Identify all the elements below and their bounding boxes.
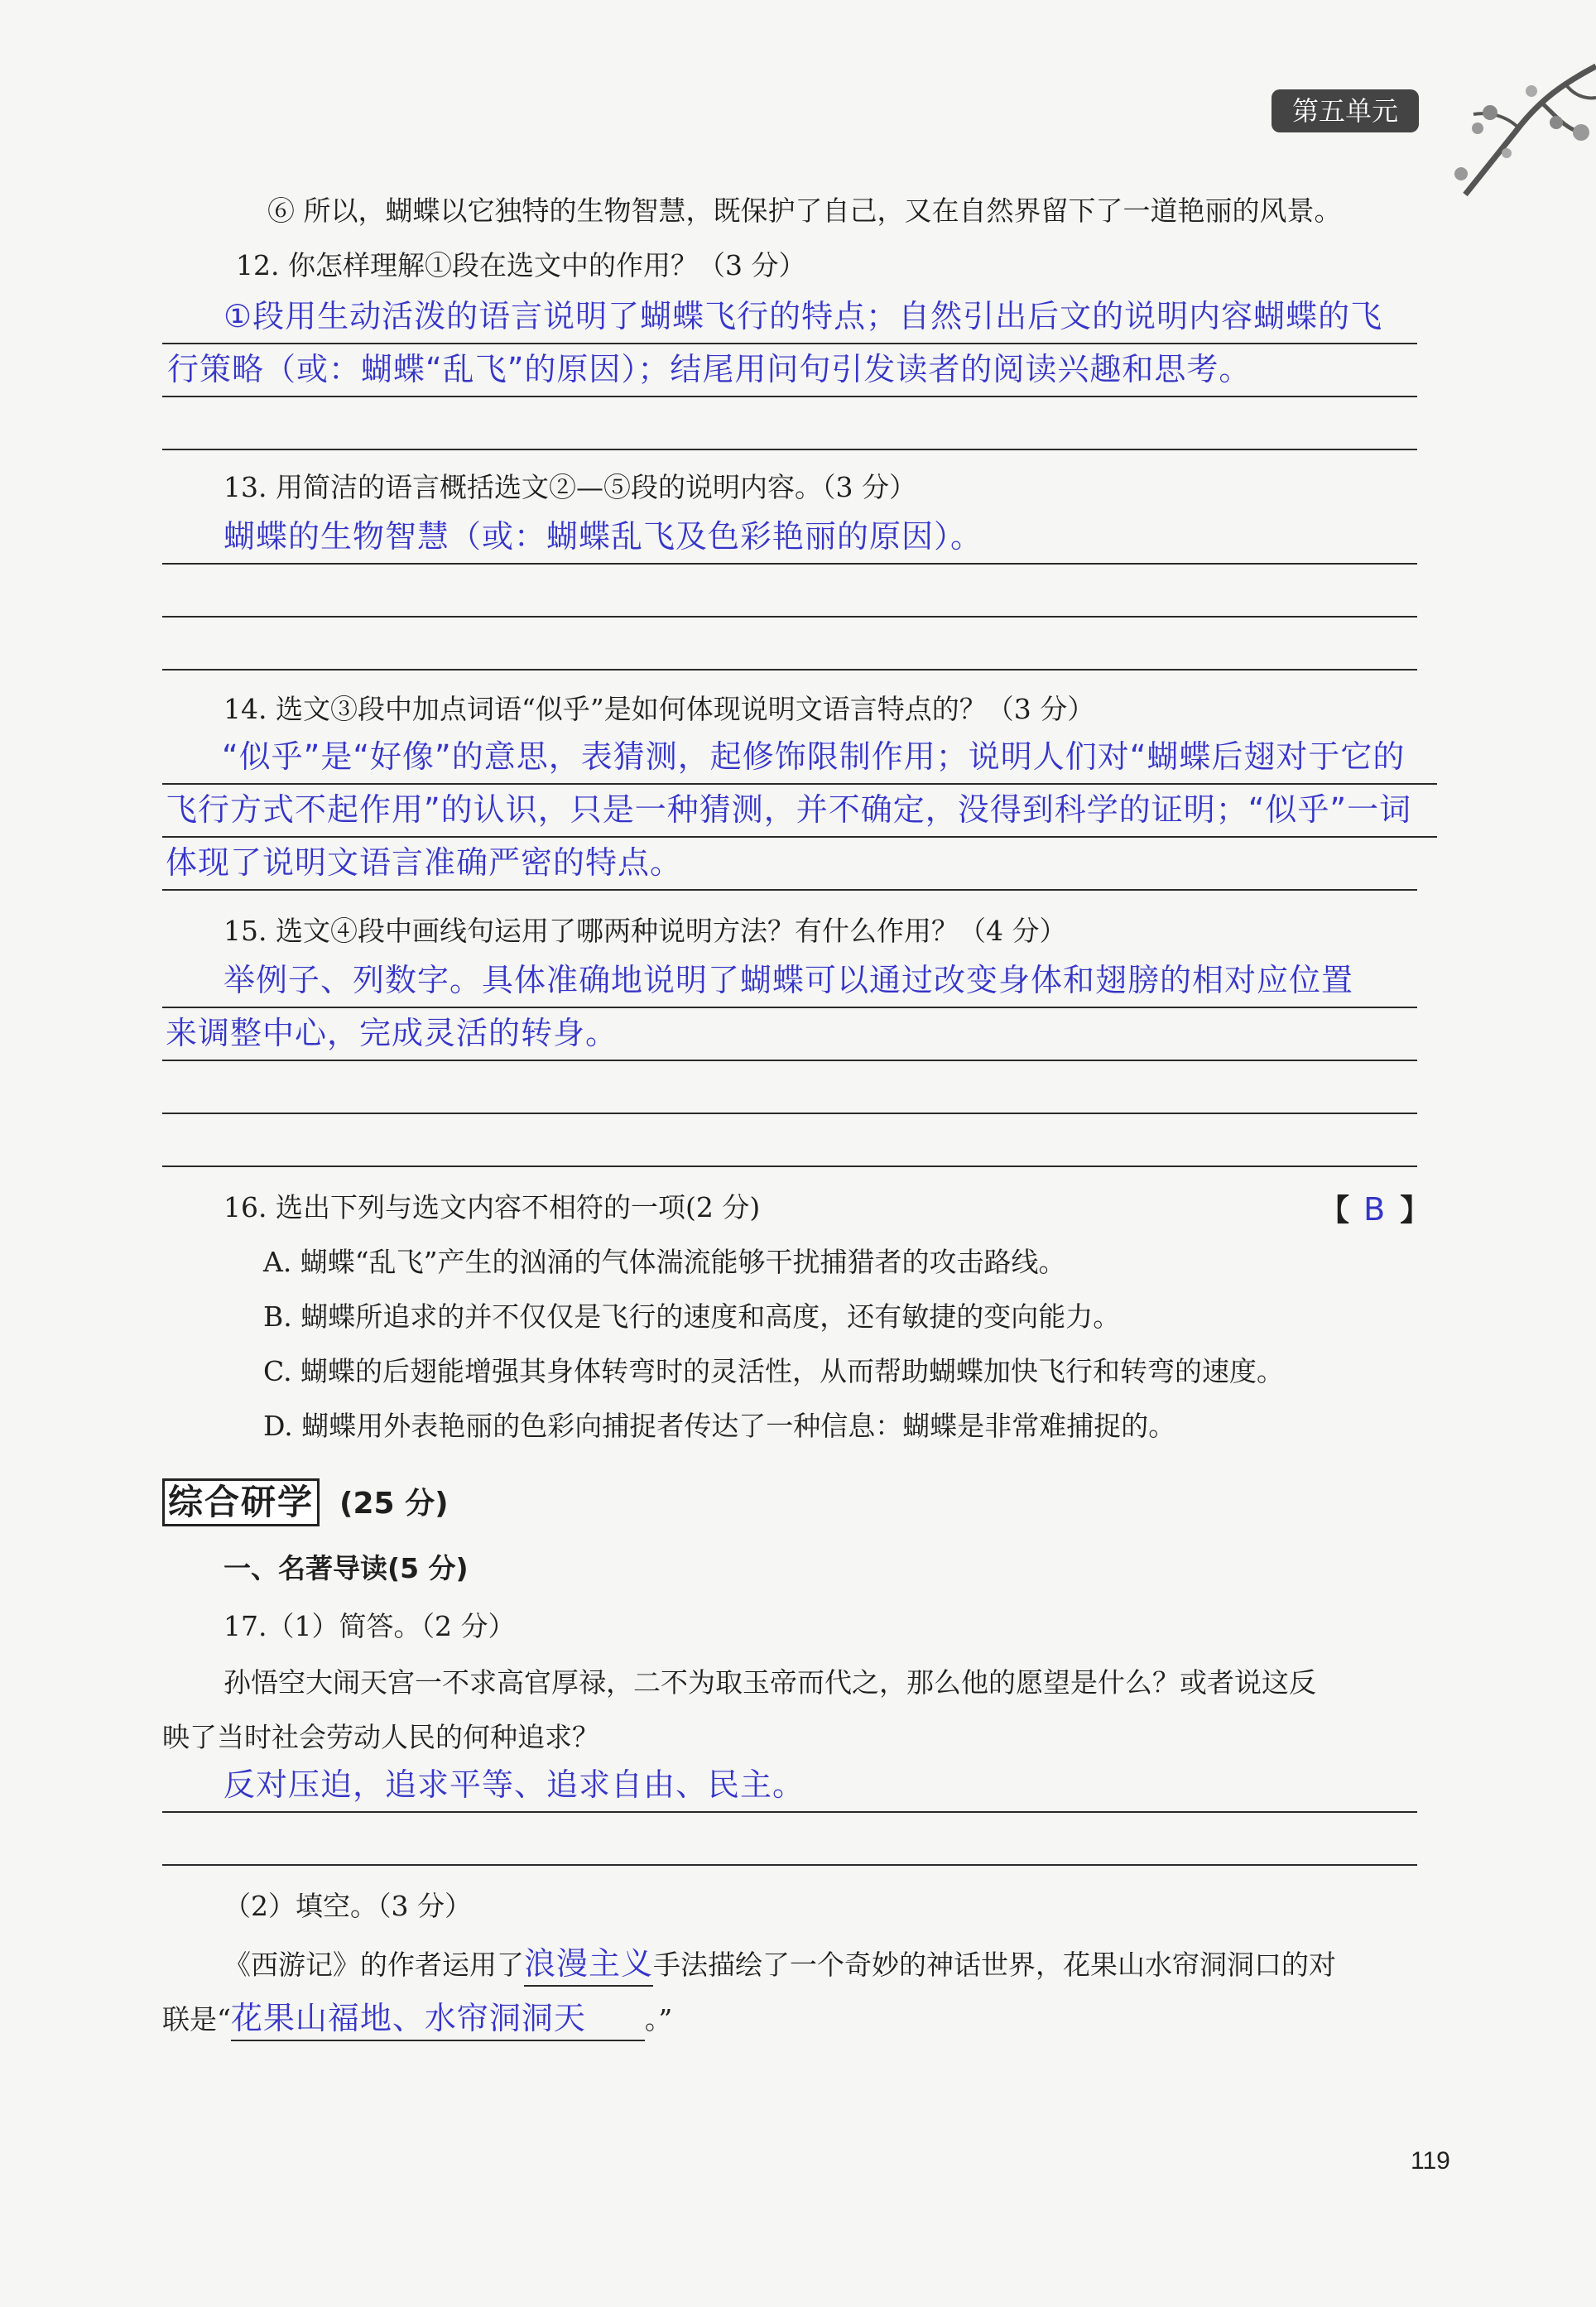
part1-title: 一、名著导读(5 分)	[224, 1552, 469, 1584]
fill-mid-text: 手法描绘了一个奇妙的神话世界，花果山水帘洞洞口的对	[653, 1949, 1337, 1981]
q17-answer-text: 反对压迫，追求平等、追求自由、民主。	[224, 1766, 805, 1803]
page-number: 119	[1411, 2147, 1450, 2175]
q13-answer-text-1: 蝴蝶的生物智慧（或：蝴蝶乱飞及色彩艳丽的原因）。	[224, 518, 983, 555]
q15-answer-line-1[interactable]	[162, 954, 1417, 1008]
q14-prompt: 14. 选文③段中加点词语“似乎”是如何体现说明文语言特点的？（3 分）	[224, 693, 1095, 725]
q15-answer-line-2[interactable]	[162, 1007, 1417, 1061]
q15-answer-line-4[interactable]	[162, 1113, 1417, 1167]
q12-answer-line-1[interactable]	[162, 290, 1417, 344]
q16-answer-bracket[interactable]	[1320, 1187, 1430, 1231]
q15-answer-text-2: 来调整中心，完成灵活的转身。	[166, 1015, 618, 1051]
fill-blank-1-answer: 浪漫主义	[524, 1945, 654, 1982]
q17-answer-line-1[interactable]	[162, 1758, 1417, 1813]
q16-prompt: 16. 选出下列与选文内容不相符的一项(2 分)	[224, 1191, 761, 1223]
fill-line2-pre: 联是“	[162, 2003, 231, 2035]
q16-option-d: D. 蝴蝶用外表艳丽的色彩向捕捉者传达了一种信息：蝴蝶是非常难捕捉的。	[263, 1410, 1176, 1442]
fill-blank-2-answer: 花果山福地、水帘洞洞天	[230, 2000, 586, 2036]
q17-sub1: 17.（1）简答。（2 分）	[224, 1610, 516, 1642]
q15-answer-text-1: 举例子、列数字。具体准确地说明了蝴蝶可以通过改变身体和翅膀的相对应位置	[224, 962, 1354, 998]
q14-answer-text-2: 飞行方式不起作用”的认识，只是一种猜测，并不确定，没得到科学的证明；“似乎”一词	[166, 791, 1412, 828]
q13-answer-line-2[interactable]	[162, 563, 1417, 618]
fill-blank-1[interactable]	[524, 1942, 653, 1987]
q14-answer-text-3: 体现了说明文语言准确严密的特点。	[166, 844, 683, 881]
q17-fill-line-1	[224, 1942, 1336, 1987]
q15-prompt: 15. 选文④段中画线句运用了哪两种说明方法？有什么作用？（4 分）	[224, 915, 1067, 947]
fill-pre-text: 《西游记》的作者运用了	[224, 1949, 524, 1981]
q12-answer-line-2[interactable]	[162, 343, 1417, 397]
q17-fill-line-2	[162, 1997, 672, 2041]
q12-prompt: 12. 你怎样理解①段在选文中的作用？（3 分）	[236, 249, 806, 281]
section-title: 综合研学	[162, 1478, 320, 1526]
plum-branch-illustration	[1440, 50, 1596, 199]
q14-answer-line-2[interactable]	[162, 783, 1437, 838]
bracket-open: 【	[1320, 1194, 1350, 1228]
unit-label: 第五单元	[1272, 89, 1419, 132]
q16-answer: B	[1363, 1191, 1387, 1228]
section-score: (25 分)	[339, 1487, 449, 1521]
q12-answer-text-2: 行策略（或：蝴蝶“乱飞”的原因）；结尾用问句引发读者的阅读兴趣和思考。	[167, 351, 1252, 387]
fill-blank-2[interactable]	[231, 1997, 645, 2041]
q17-stem-line-2: 映了当时社会劳动人民的何种追求？	[162, 1721, 599, 1753]
q13-answer-line-3[interactable]	[162, 616, 1417, 670]
q13-prompt: 13. 用简洁的语言概括选文②—⑤段的说明内容。（3 分）	[224, 471, 916, 503]
q13-answer-line-1[interactable]	[162, 510, 1417, 565]
q17-stem-line-1: 孙悟空大闹天宫一不求高官厚禄，二不为取玉帝而代之，那么他的愿望是什么？或者说这反	[224, 1666, 1316, 1699]
q14-answer-text-1: “似乎”是“好像”的意思，表猜测，起修饰限制作用；说明人们对“蝴蝶后翅对于它的	[222, 738, 1406, 775]
q16-option-c: C. 蝴蝶的后翅能增强其身体转弯时的灵活性，从而帮助蝴蝶加快飞行和转弯的速度。	[263, 1355, 1285, 1387]
q17-sub2: （2）填空。（3 分）	[224, 1890, 472, 1922]
q12-answer-line-3[interactable]	[162, 396, 1417, 450]
bracket-close: 】	[1400, 1194, 1430, 1228]
q17-answer-line-2[interactable]	[162, 1811, 1417, 1866]
q14-answer-line-1[interactable]	[162, 730, 1437, 785]
q14-answer-line-3[interactable]	[162, 836, 1417, 891]
paragraph-6: ⑥ 所以，蝴蝶以它独特的生物智慧，既保护了自己，又在自然界留下了一道艳丽的风景。	[267, 195, 1342, 227]
q16-option-b: B. 蝴蝶所追求的并不仅仅是飞行的速度和高度，还有敏捷的变向能力。	[263, 1300, 1121, 1333]
q12-answer-text-1: ①段用生动活泼的语言说明了蝴蝶飞行的特点；自然引出后文的说明内容蝴蝶的飞	[224, 298, 1383, 334]
fill-line2-post: 。”	[644, 2003, 673, 2035]
q16-option-a: A. 蝴蝶“乱飞”产生的汹涌的气体湍流能够干扰捕猎者的攻击路线。	[263, 1246, 1066, 1278]
q15-answer-line-3[interactable]	[162, 1060, 1417, 1114]
